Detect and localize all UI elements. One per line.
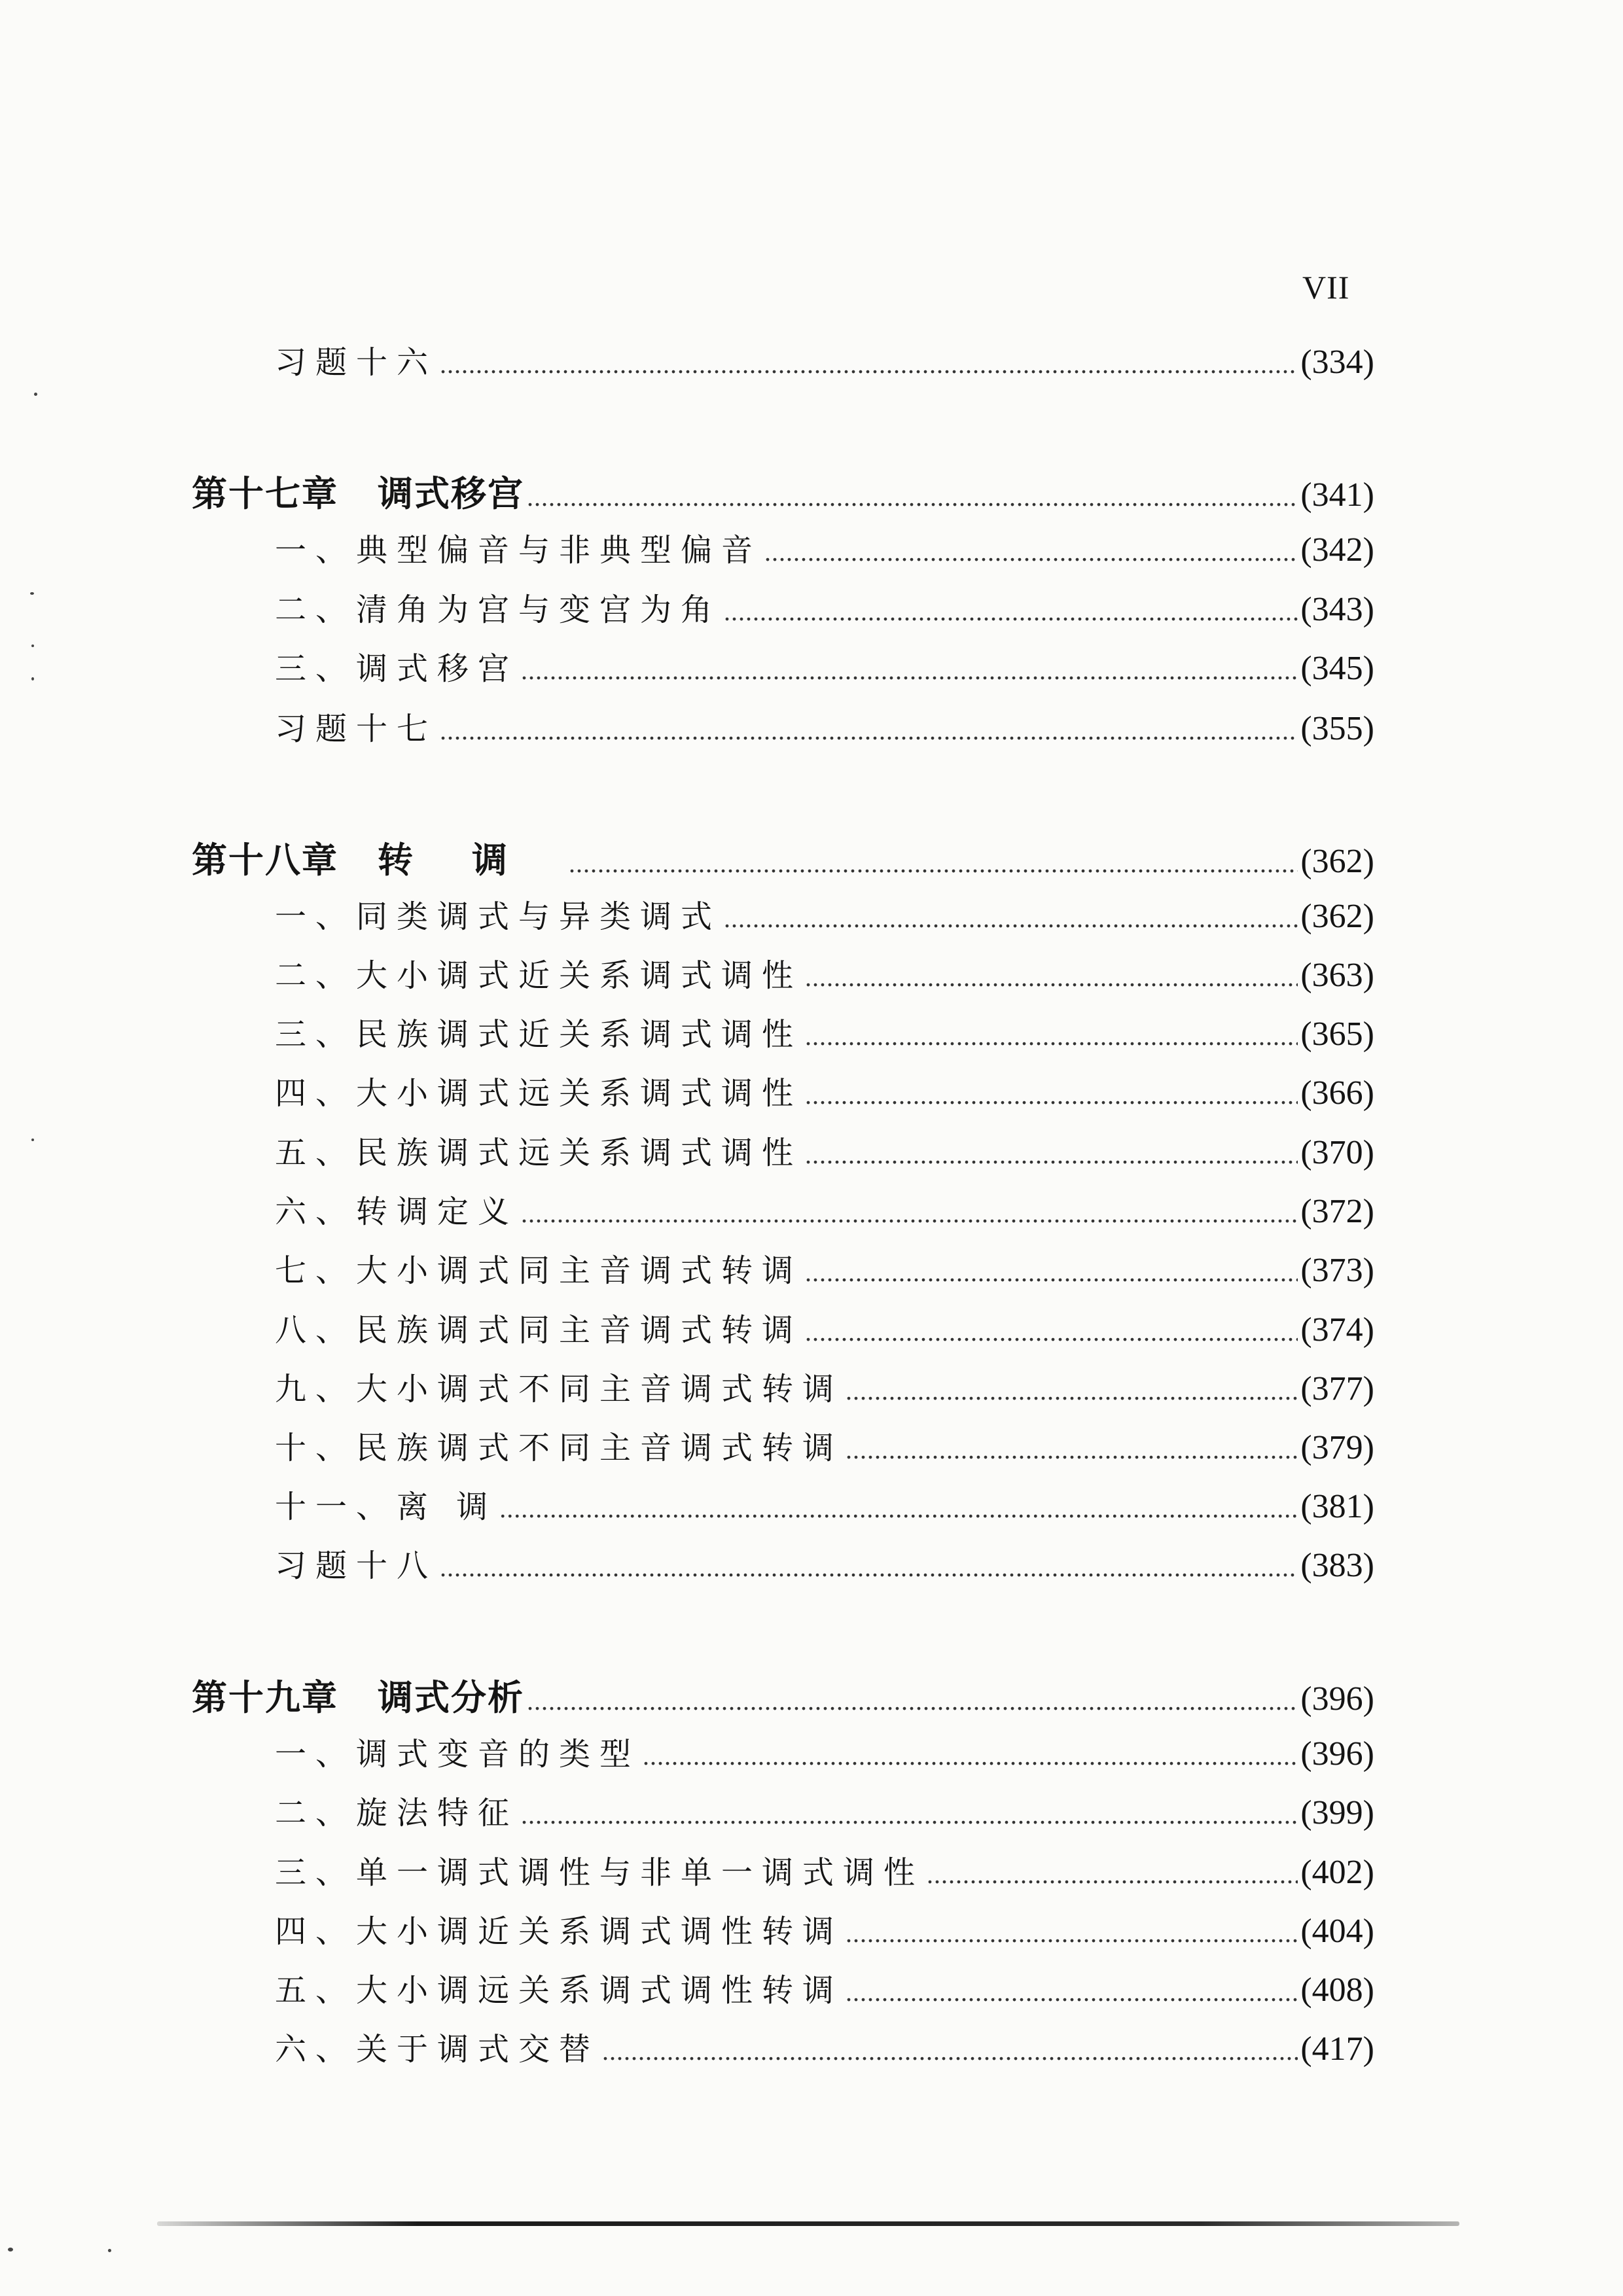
toc-page-number: (373) — [1300, 1252, 1374, 1289]
dot-leader — [521, 655, 1298, 686]
dot-leader — [569, 848, 1298, 879]
toc-section-entry[interactable] — [275, 950, 1374, 996]
toc-page-number: (402) — [1300, 1854, 1374, 1891]
toc-section-entry[interactable] — [275, 1364, 1374, 1409]
toc-page-number: (343) — [1300, 591, 1374, 628]
page-number: VII — [1302, 269, 1350, 306]
toc-page-number: (381) — [1300, 1488, 1374, 1525]
toc-section-entry[interactable] — [275, 891, 1374, 937]
toc-entry-label — [192, 832, 566, 883]
toc-entry-label: 二、清角为宫与变宫为角 — [275, 592, 722, 628]
toc-entry-label: 三、单一调式调性与非单一调式调性 — [275, 1854, 925, 1891]
toc-entry-label: 六、关于调式交替 — [275, 2031, 600, 2068]
toc-section-entry[interactable] — [275, 1422, 1374, 1468]
toc-section-entry[interactable] — [275, 2024, 1374, 2070]
toc-page-number: (396) — [1300, 1680, 1374, 1718]
toc-page-number: (362) — [1300, 898, 1374, 935]
toc-entry-label: 三、民族调式近关系调式调性 — [275, 1016, 803, 1053]
toc-section-entry[interactable] — [275, 1847, 1374, 1893]
toc-section-entry[interactable] — [275, 1305, 1374, 1351]
toc-section-entry[interactable] — [275, 1540, 1374, 1586]
toc-entry-label: 九、大小调式不同主音调式转调 — [275, 1371, 844, 1407]
toc-page-number: (374) — [1300, 1311, 1374, 1349]
chapter-title: 调式分析 — [378, 1677, 524, 1718]
toc-section-entry[interactable] — [275, 1068, 1374, 1114]
toc-page-number: (383) — [1300, 1547, 1374, 1584]
toc-entry-label — [192, 1670, 524, 1720]
toc-entry-label: 四、大小调式远关系调式调性 — [275, 1075, 803, 1112]
toc-entry-label: 二、大小调式近关系调式调性 — [275, 957, 803, 994]
toc-entry-label: 习题十七 — [275, 711, 438, 747]
toc-page-number: (366) — [1300, 1074, 1374, 1112]
scan-speck — [34, 393, 37, 396]
chapter-number: 第十七章 — [192, 473, 338, 514]
dot-leader — [499, 1493, 1298, 1524]
toc-entry-label: 一、调式变音的类型 — [275, 1736, 641, 1773]
dot-leader — [440, 1552, 1298, 1583]
toc-entry-label: 三、调式移宫 — [275, 650, 519, 687]
toc-section-entry[interactable] — [275, 1127, 1374, 1173]
dot-leader — [805, 1316, 1298, 1347]
toc-section-entry[interactable] — [275, 1009, 1374, 1055]
toc-page-number: (345) — [1300, 650, 1374, 687]
toc-entry-label: 四、大小调近关系调式调性转调 — [275, 1913, 844, 1950]
toc-entry-label: 五、大小调远关系调式调性转调 — [275, 1972, 844, 2009]
toc-chapter-entry[interactable] — [192, 1670, 1374, 1716]
dot-leader — [724, 903, 1298, 934]
dot-leader — [527, 482, 1298, 512]
toc-page-number: (362) — [1300, 843, 1374, 880]
toc-page-number: (341) — [1300, 476, 1374, 514]
toc-entry-label: 习题十六 — [275, 344, 438, 381]
bottom-rule — [157, 2221, 1459, 2226]
scan-speck — [31, 1139, 34, 1141]
toc-section-entry[interactable] — [275, 1481, 1374, 1527]
toc-entry-label: 十一、离 调 — [275, 1489, 497, 1525]
toc-page-number: (379) — [1300, 1429, 1374, 1466]
scan-speck — [31, 645, 34, 647]
toc-chapter-entry[interactable] — [192, 466, 1374, 512]
dot-leader — [440, 349, 1298, 380]
dot-leader — [440, 715, 1298, 746]
scan-speck — [30, 592, 34, 595]
toc-section-entry[interactable] — [275, 1788, 1374, 1833]
toc-page-number: (417) — [1300, 2030, 1374, 2068]
dot-leader — [846, 1434, 1298, 1465]
toc-section-entry[interactable] — [275, 1245, 1374, 1291]
toc-page-number: (404) — [1300, 1913, 1374, 1950]
toc-page-number: (372) — [1300, 1193, 1374, 1230]
toc-page-number: (342) — [1300, 531, 1374, 569]
toc-page-number: (396) — [1300, 1735, 1374, 1773]
dot-leader — [846, 1375, 1298, 1406]
toc-section-entry[interactable] — [275, 703, 1374, 749]
toc-page-number: (408) — [1300, 1971, 1374, 2009]
toc-chapter-entry[interactable] — [192, 832, 1374, 881]
toc-page-number: (365) — [1300, 1016, 1374, 1053]
dot-leader — [764, 537, 1298, 567]
dot-leader — [805, 1139, 1298, 1170]
toc-page-number: (399) — [1300, 1794, 1374, 1831]
dot-leader — [846, 1977, 1298, 2007]
dot-leader — [846, 1918, 1298, 1949]
toc-page-number: (355) — [1300, 710, 1374, 747]
chapter-title: 转调 — [378, 839, 566, 881]
dot-leader — [805, 1080, 1298, 1110]
toc-entry-label: 十、民族调式不同主音调式转调 — [275, 1430, 844, 1466]
toc-entry-label — [192, 466, 524, 516]
toc-section-entry[interactable] — [275, 1965, 1374, 2011]
toc-section-entry[interactable] — [275, 1729, 1374, 1775]
toc-entry-label: 二、旋法特征 — [275, 1795, 519, 1831]
toc-section-entry[interactable] — [275, 584, 1374, 630]
toc-entry-label: 五、民族调式远关系调式调性 — [275, 1135, 803, 1171]
toc-entry-label: 一、典型偏音与非典型偏音 — [275, 532, 762, 569]
dot-leader — [724, 596, 1298, 627]
toc-page-number: (363) — [1300, 957, 1374, 994]
dot-leader — [521, 1198, 1298, 1229]
dot-leader — [805, 1021, 1298, 1051]
toc-section-entry[interactable] — [275, 1906, 1374, 1952]
dot-leader — [805, 1257, 1298, 1288]
dot-leader — [643, 1740, 1298, 1771]
dot-leader — [805, 962, 1298, 993]
chapter-title: 调式移宫 — [378, 473, 524, 514]
chapter-number: 第十八章 — [192, 839, 338, 881]
toc-section-entry[interactable] — [275, 337, 1374, 383]
dot-leader — [602, 2036, 1298, 2066]
toc-section-entry[interactable] — [275, 525, 1374, 571]
toc-entry-label: 习题十八 — [275, 1547, 438, 1584]
toc-entry-label: 六、转调定义 — [275, 1193, 519, 1230]
scan-speck — [8, 2248, 13, 2252]
dot-leader — [521, 1799, 1298, 1830]
toc-section-entry[interactable] — [275, 643, 1374, 689]
toc-section-entry[interactable] — [275, 1186, 1374, 1232]
toc-entry-label: 八、民族调式同主音调式转调 — [275, 1312, 803, 1349]
scan-speck — [108, 2249, 111, 2252]
toc-page-number: (334) — [1300, 344, 1374, 381]
dot-leader — [927, 1859, 1298, 1890]
toc-entry-label: 七、大小调式同主音调式转调 — [275, 1252, 803, 1289]
toc-entry-label: 一、同类调式与异类调式 — [275, 898, 722, 935]
dot-leader — [527, 1686, 1298, 1716]
scan-speck — [31, 677, 34, 680]
chapter-number: 第十九章 — [192, 1677, 338, 1718]
toc-page-number: (377) — [1300, 1370, 1374, 1407]
toc-page-number: (370) — [1300, 1134, 1374, 1171]
